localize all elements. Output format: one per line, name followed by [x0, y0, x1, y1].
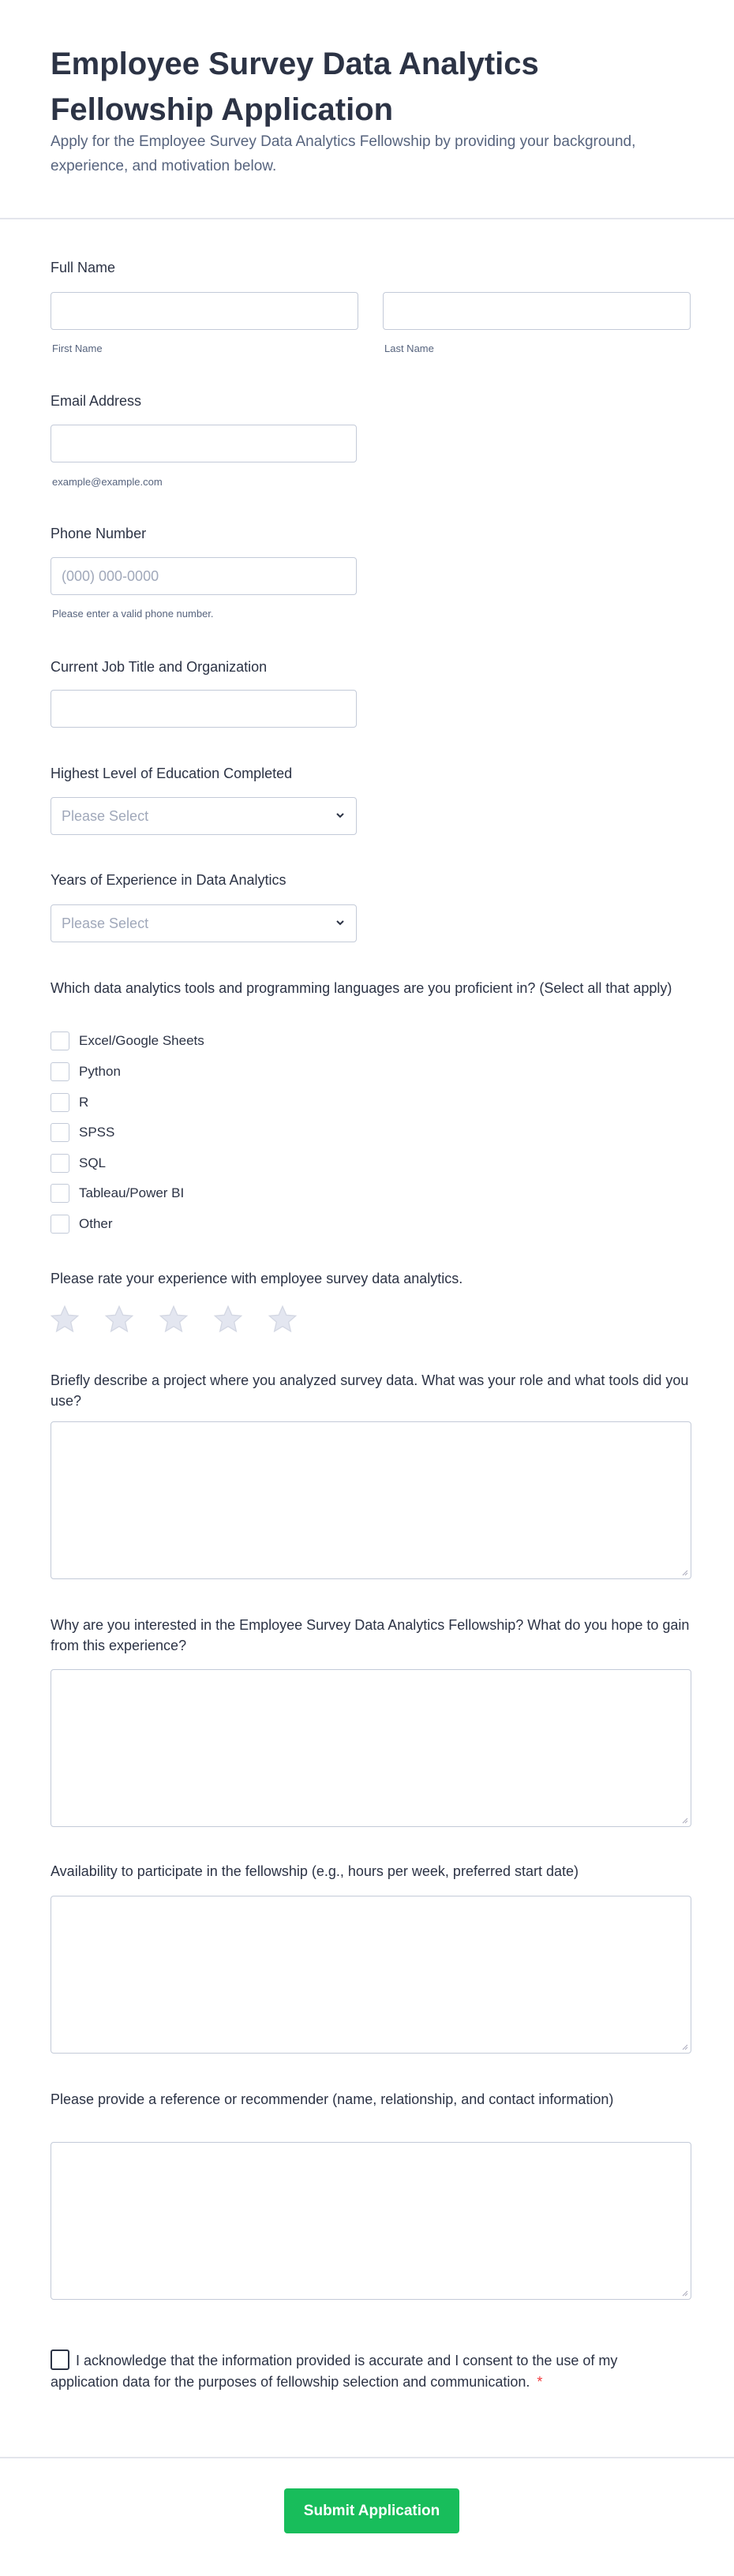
email-helper: example@example.com: [52, 476, 163, 488]
checkbox-label: SQL: [79, 1155, 107, 1170]
form-subtitle: Apply for the Employee Survey Data Analytics Fellowship by providing your background, experience, and motivation below.: [51, 133, 636, 174]
availability-label: Availability to participate in the fellowship (e.g., hours per week, preferred start date): [51, 1863, 579, 1879]
checkbox[interactable]: [51, 1123, 69, 1142]
reference-label: Please provide a reference or recommender (name, relationship, and contact information): [51, 2091, 614, 2107]
header-divider: [0, 218, 734, 219]
education-label: Highest Level of Education Completed: [51, 766, 293, 781]
checkbox[interactable]: [51, 1062, 69, 1081]
reference-textarea[interactable]: [51, 2142, 691, 2300]
experience-label: Years of Experience in Data Analytics: [51, 872, 286, 888]
phone-helper: Please enter a valid phone number.: [52, 608, 214, 620]
star-icon[interactable]: [158, 1304, 189, 1335]
checkbox-option[interactable]: [51, 1092, 88, 1113]
availability-textarea[interactable]: [51, 1896, 691, 2054]
last-name-input[interactable]: [383, 292, 691, 330]
chevron-down-icon: [334, 916, 346, 929]
star-icon[interactable]: [103, 1304, 135, 1335]
tools-label: Which data analytics tools and programming languages are you proficient in? (Select all that apply): [51, 980, 672, 996]
checkbox-label: Excel/Google Sheets: [79, 1033, 204, 1048]
resize-grip-icon[interactable]: [681, 1569, 688, 1576]
resize-grip-icon[interactable]: [681, 2290, 688, 2297]
checkbox[interactable]: [51, 1215, 69, 1234]
checkbox-option[interactable]: [51, 1183, 184, 1204]
checkbox-label: Other: [79, 1216, 113, 1231]
star-icon[interactable]: [212, 1304, 244, 1335]
checkbox-label: R: [79, 1095, 89, 1110]
required-asterisk: *: [537, 2374, 543, 2390]
checkbox-label: Tableau/Power BI: [79, 1185, 185, 1200]
chevron-down-icon: [334, 809, 346, 822]
footer-divider: [0, 2457, 734, 2458]
star-icon[interactable]: [49, 1304, 81, 1335]
star-icon[interactable]: [267, 1304, 298, 1335]
project-label: Briefly describe a project where you analyzed survey data. What was your role and what tools did you use?: [51, 1372, 689, 1409]
education-select[interactable]: [51, 797, 357, 835]
checkbox-option[interactable]: [51, 1031, 204, 1051]
full-name-label: Full Name: [51, 260, 116, 275]
email-label: Email Address: [51, 393, 142, 409]
email-input[interactable]: [51, 425, 357, 462]
checkbox-option[interactable]: [51, 1214, 113, 1234]
interest-label: Why are you interested in the Employee Survey Data Analytics Fellowship? What do you hope to gain from this experience?: [51, 1617, 690, 1653]
checkbox[interactable]: [51, 1184, 69, 1203]
rating-label: Please rate your experience with employee survey data analytics.: [51, 1271, 463, 1286]
first-name-sublabel: First Name: [52, 343, 103, 354]
phone-input[interactable]: [51, 557, 357, 595]
job-title-label: Current Job Title and Organization: [51, 659, 268, 675]
checkbox-label: Python: [79, 1064, 121, 1079]
checkbox-option[interactable]: [51, 1153, 106, 1174]
job-title-input[interactable]: [51, 690, 357, 728]
checkbox[interactable]: [51, 1032, 69, 1050]
consent-label: I acknowledge that the information provided is accurate and I consent to the use of my application data for the purposes of fellowship selection and communication.: [51, 2353, 618, 2390]
project-textarea[interactable]: [51, 1421, 691, 1579]
phone-label: Phone Number: [51, 526, 147, 541]
checkbox-option[interactable]: [51, 1061, 121, 1082]
experience-select[interactable]: [51, 904, 357, 942]
interest-textarea[interactable]: [51, 1669, 691, 1827]
checkbox-option[interactable]: [51, 1122, 114, 1143]
submit-button[interactable]: Submit Application: [284, 2488, 459, 2533]
phone-placeholder: (000) 000-0000: [62, 568, 159, 584]
checkbox[interactable]: [51, 1154, 69, 1173]
first-name-input[interactable]: [51, 292, 358, 330]
last-name-sublabel: Last Name: [384, 343, 434, 354]
consent-checkbox[interactable]: [51, 2349, 69, 2370]
checkbox-label: SPSS: [79, 1125, 115, 1140]
experience-selected: Please Select: [62, 915, 149, 931]
education-selected: Please Select: [62, 808, 149, 824]
form-title: Employee Survey Data Analytics Fellowship Application: [51, 47, 539, 127]
star-rating: [49, 1304, 298, 1335]
resize-grip-icon[interactable]: [681, 1817, 688, 1824]
resize-grip-icon[interactable]: [681, 2043, 688, 2050]
checkbox[interactable]: [51, 1093, 69, 1112]
consent-field: [51, 2349, 635, 2393]
